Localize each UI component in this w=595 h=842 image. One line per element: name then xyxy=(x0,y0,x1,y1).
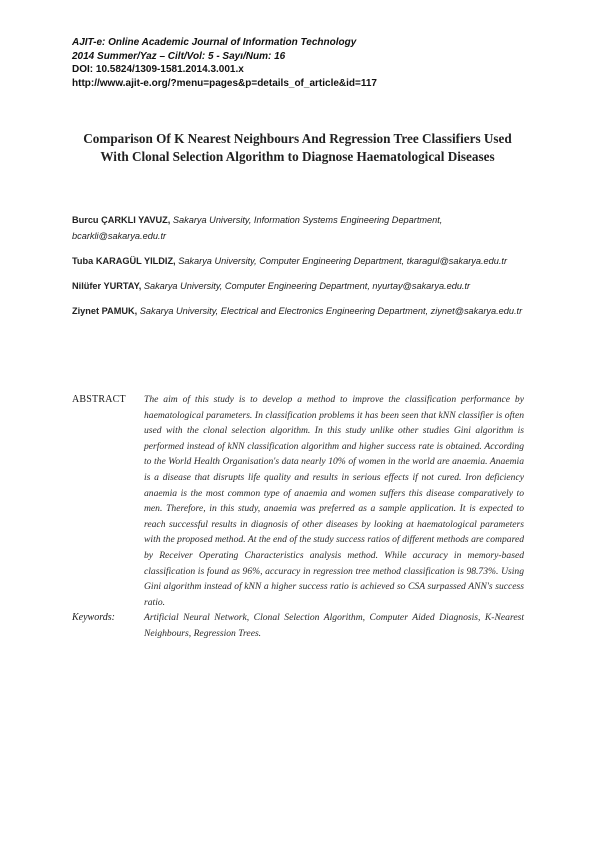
author-affiliation: Sakarya University, Computer Engineering Department, tkaragul@sakarya.edu.tr xyxy=(178,255,508,266)
author-name: Nilüfer YURTAY, xyxy=(72,280,142,291)
abstract-section xyxy=(72,392,524,642)
keywords-row xyxy=(72,610,524,641)
abstract-row xyxy=(72,392,524,610)
author-list xyxy=(72,213,532,329)
author-name: Tuba KARAGÜL YILDIZ, xyxy=(72,255,176,266)
abstract-text: The aim of this study is to develop a method to improve the classification performance by haematological parameters. In classification problems it has been seen that kNN classifier is often used with the clonal selection algorithm. In this study unlike other studies Gini algorithm is performed instead of kNN classification algorithm and higher success rate is obtained. According to the World Health Organisation's data nearly 10% of women in the world are anaemia. Anaemia is a disease that disrupts life quality and results in serious effects if not cured. Iron deficiency anaemia is the most common type of anaemia and women suffers this disease comparatively to men. Therefore, in this study, anaemia was preferred as a sample application. It is expected to reach successful results in diagnosis of other diseases by looking at haematological parameters with the proposed method. At the end of the study success ratios of different methods are compared by Receiver Operating Characteristics analysis method. While accuracy in memory-based classification is found as 96%, accuracy in regression tree method classification is 98.73%. Using Gini algorithm instead of kNN a higher success ratio is achieved so CSA surpassed ANN's success ratio. xyxy=(144,394,524,608)
abstract-label: ABSTRACT xyxy=(72,394,126,405)
author-name: Burcu ÇARKLI YAVUZ, xyxy=(72,215,171,225)
author-affiliation: Sakarya University, Computer Engineering Department, nyurtay@sakarya.edu.tr xyxy=(143,280,471,291)
author-name: Ziynet PAMUK, xyxy=(72,305,138,316)
author-affiliation: Sakarya University, Electrical and Electronics Engineering Department, ziynet@sakarya.edu.tr xyxy=(139,305,523,316)
author-entry xyxy=(72,279,532,295)
author-entry xyxy=(72,304,532,320)
journal-url[interactable]: http://www.ajit-e.org/?menu=pages&p=details_of_article&id=117 xyxy=(72,77,377,89)
journal-header xyxy=(72,36,377,90)
journal-doi: DOI: 10.5824/1309-1581.2014.3.001.x xyxy=(72,64,244,75)
keywords-label: Keywords: xyxy=(72,612,115,624)
journal-name: AJIT-e: Online Academic Journal of Information Technology xyxy=(72,37,357,48)
journal-issue: 2014 Summer/Yaz – Cilt/Vol: 5 - Sayı/Num: 16 xyxy=(72,50,286,62)
author-entry xyxy=(72,213,532,244)
keywords-text: Artificial Neural Network, Clonal Selection Algorithm, Computer Aided Diagnosis, K-Nearest Neighbours, Regression Trees. xyxy=(144,612,524,639)
author-entry xyxy=(72,254,532,270)
paper-title: Comparison Of K Nearest Neighbours And Regression Tree Classifiers Used With Clonal Selection Algorithm to Diagnose Haematological Diseases xyxy=(83,131,512,164)
author-affiliation: Sakarya University, Information Systems Engineering Department, bcarkli@sakarya.edu.tr xyxy=(72,215,443,241)
